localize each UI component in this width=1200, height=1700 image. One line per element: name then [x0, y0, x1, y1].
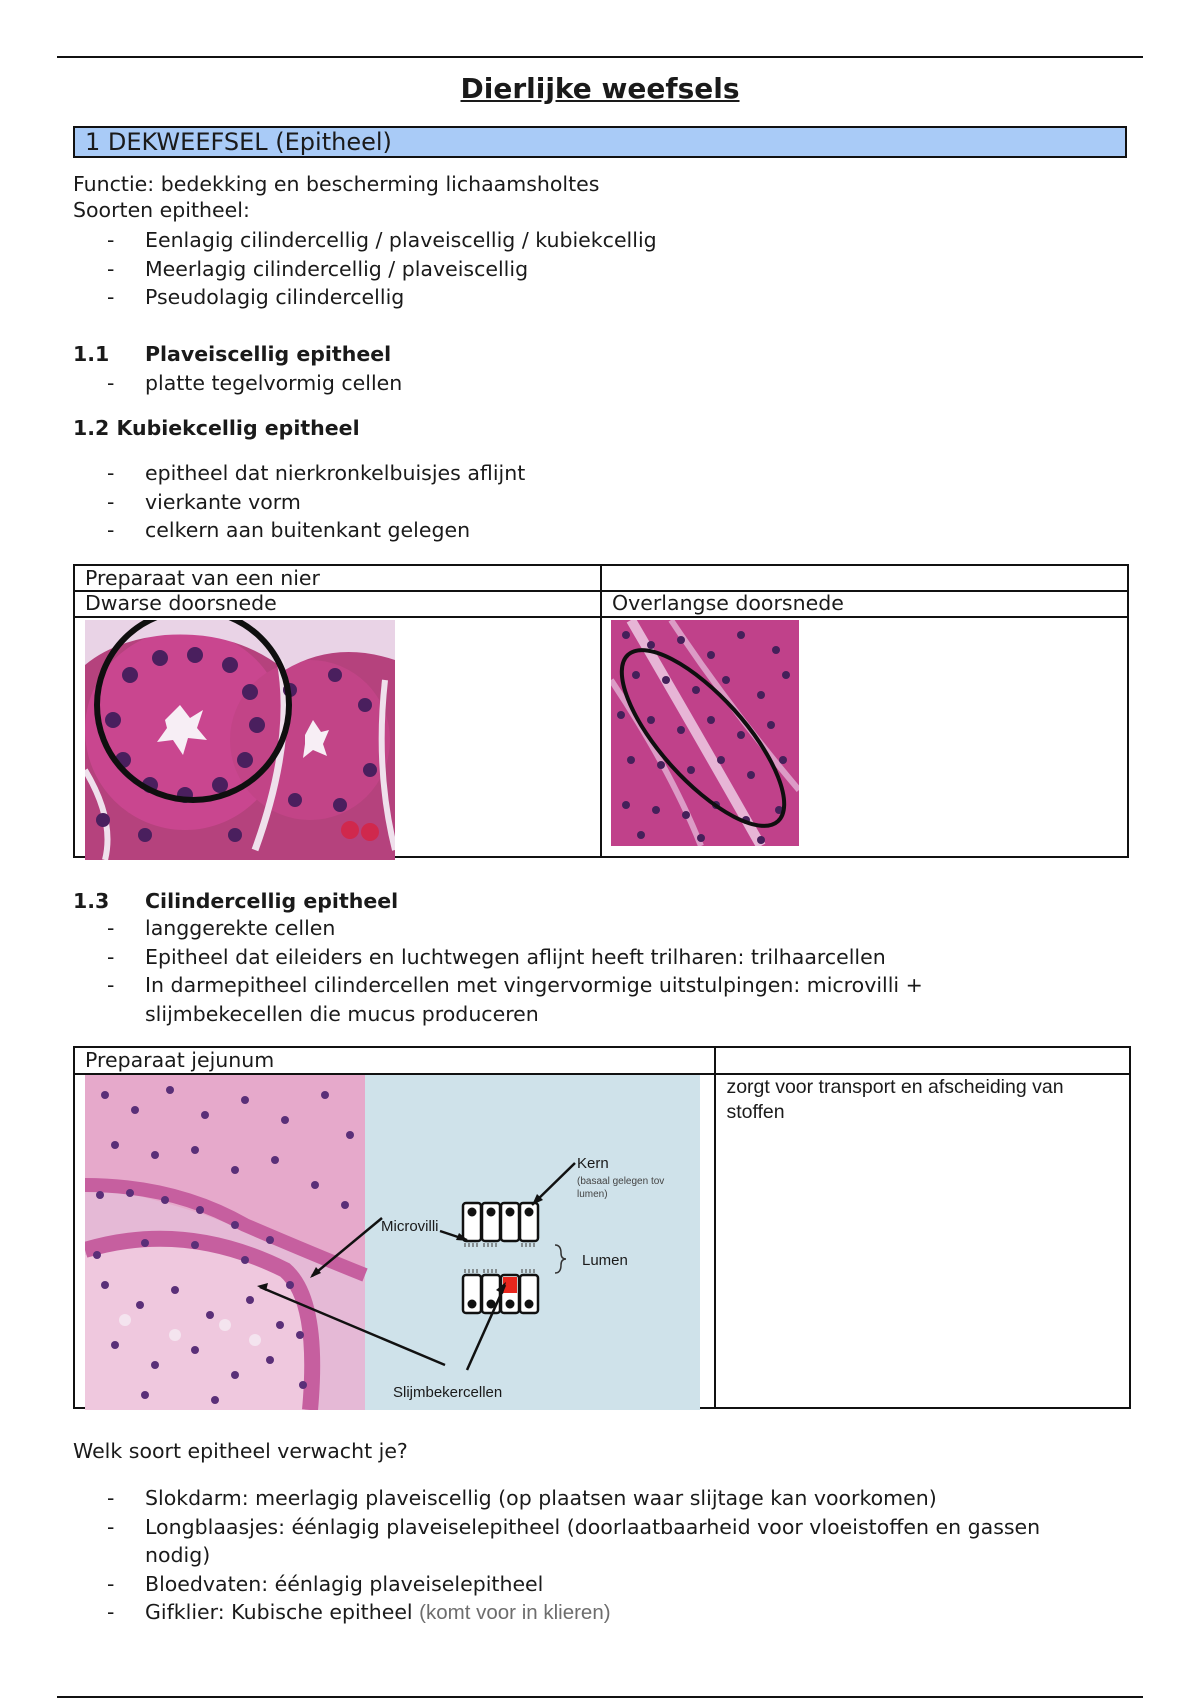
list-item: - celkern aan buitenkant gelegen — [107, 518, 471, 542]
page-title: Dierlijke weefsels — [460, 72, 740, 105]
types-label: Soorten epitheel: — [73, 198, 250, 222]
list-item: - Slokdarm: meerlagig plaveiscellig (op plaatsen waar slijtage kan voorkomen) — [107, 1486, 937, 1510]
section-heading-dekweefsel: 1 DEKWEEFSEL (Epitheel) — [73, 126, 1127, 158]
list-item: - Pseudolagig cilindercellig — [107, 285, 405, 309]
list-item: - langgerekte cellen — [107, 916, 336, 940]
subheading-1-3 — [73, 889, 398, 913]
function-text: Functie: bedekking en bescherming lichaamsholtes — [73, 172, 600, 196]
jejunum-table-empty-cell — [715, 1047, 1130, 1074]
subheading-title: Plaveiscellig epitheel — [145, 342, 392, 366]
question-prompt: Welk soort epitheel verwacht je? — [73, 1439, 408, 1463]
subheading-1-2: 1.2 Kubiekcellig epitheel — [73, 416, 360, 440]
jejunum-figure — [85, 1075, 700, 1410]
answer-list — [73, 1484, 1040, 1628]
longitudinal-section-label: Overlangse doorsnede — [601, 591, 1128, 617]
list-item: - Eenlagig cilindercellig / plaveiscellig / kubiekcellig — [107, 228, 657, 252]
subheading-1-1 — [73, 342, 391, 366]
label-kern-sub2: lumen) — [577, 1189, 608, 1200]
list-item: - Longblaasjes: éénlagig plaveiselepitheel (doorlaatbaarheid voor vloeistoffen en gassen — [107, 1514, 1041, 1539]
jejunum-note: zorgt voor transport en afscheiding van stoffen — [715, 1074, 1130, 1408]
subheading-title: Cilindercellig epitheel — [145, 889, 399, 913]
list-item: - Gifklier: Kubische epitheel (komt voor in klieren) — [107, 1600, 611, 1624]
kidney-cross-section-image — [85, 620, 395, 860]
top-rule — [57, 56, 1143, 58]
cross-section-label: Dwarse doorsnede — [74, 591, 601, 617]
kidney-table-empty-cell — [601, 565, 1128, 591]
list-item: - Epitheel dat eileiders en luchtwegen aflijnt heeft trilharen: trilhaarcellen — [107, 944, 886, 969]
types-list — [73, 226, 657, 312]
label-slijmbekercellen: Slijmbekercellen — [393, 1384, 503, 1401]
label-lumen: Lumen — [582, 1252, 628, 1269]
label-microvilli: Microvilli — [381, 1218, 439, 1235]
kubiek-list — [73, 459, 525, 545]
list-item: - platte tegelvormig cellen — [107, 371, 403, 395]
plaveis-list — [73, 369, 402, 398]
list-item: - epitheel dat nierkronkelbuisjes aflijnt — [107, 461, 526, 485]
list-item-continued: slijmbekecellen die mucus produceren — [145, 1001, 539, 1026]
bottom-rule — [57, 1696, 1143, 1698]
jejunum-table-header: Preparaat jejunum — [74, 1047, 715, 1074]
label-kern: Kern — [577, 1155, 609, 1172]
list-item: - Bloedvaten: éénlagig plaveiselepitheel — [107, 1571, 544, 1596]
subheading-number: 1.3 — [73, 889, 110, 913]
diagram-background — [365, 1075, 700, 1410]
cilinder-list — [73, 914, 923, 1028]
gifklier-note: (komt voor in klieren) — [419, 1601, 611, 1624]
subheading-number: 1.1 — [73, 342, 110, 366]
list-item: - vierkante vorm — [107, 489, 301, 514]
list-item: - Meerlagig cilindercellig / plaveiscellig — [107, 256, 529, 281]
list-item: - In darmepitheel cilindercellen met vingervormige uitstulpingen: microvilli + — [107, 973, 923, 997]
list-item-continued: nodig) — [145, 1543, 211, 1567]
kidney-table-header: Preparaat van een nier — [74, 565, 601, 591]
label-kern-sub1: (basaal gelegen tov — [577, 1176, 665, 1187]
kidney-longitudinal-section-image — [611, 620, 799, 846]
